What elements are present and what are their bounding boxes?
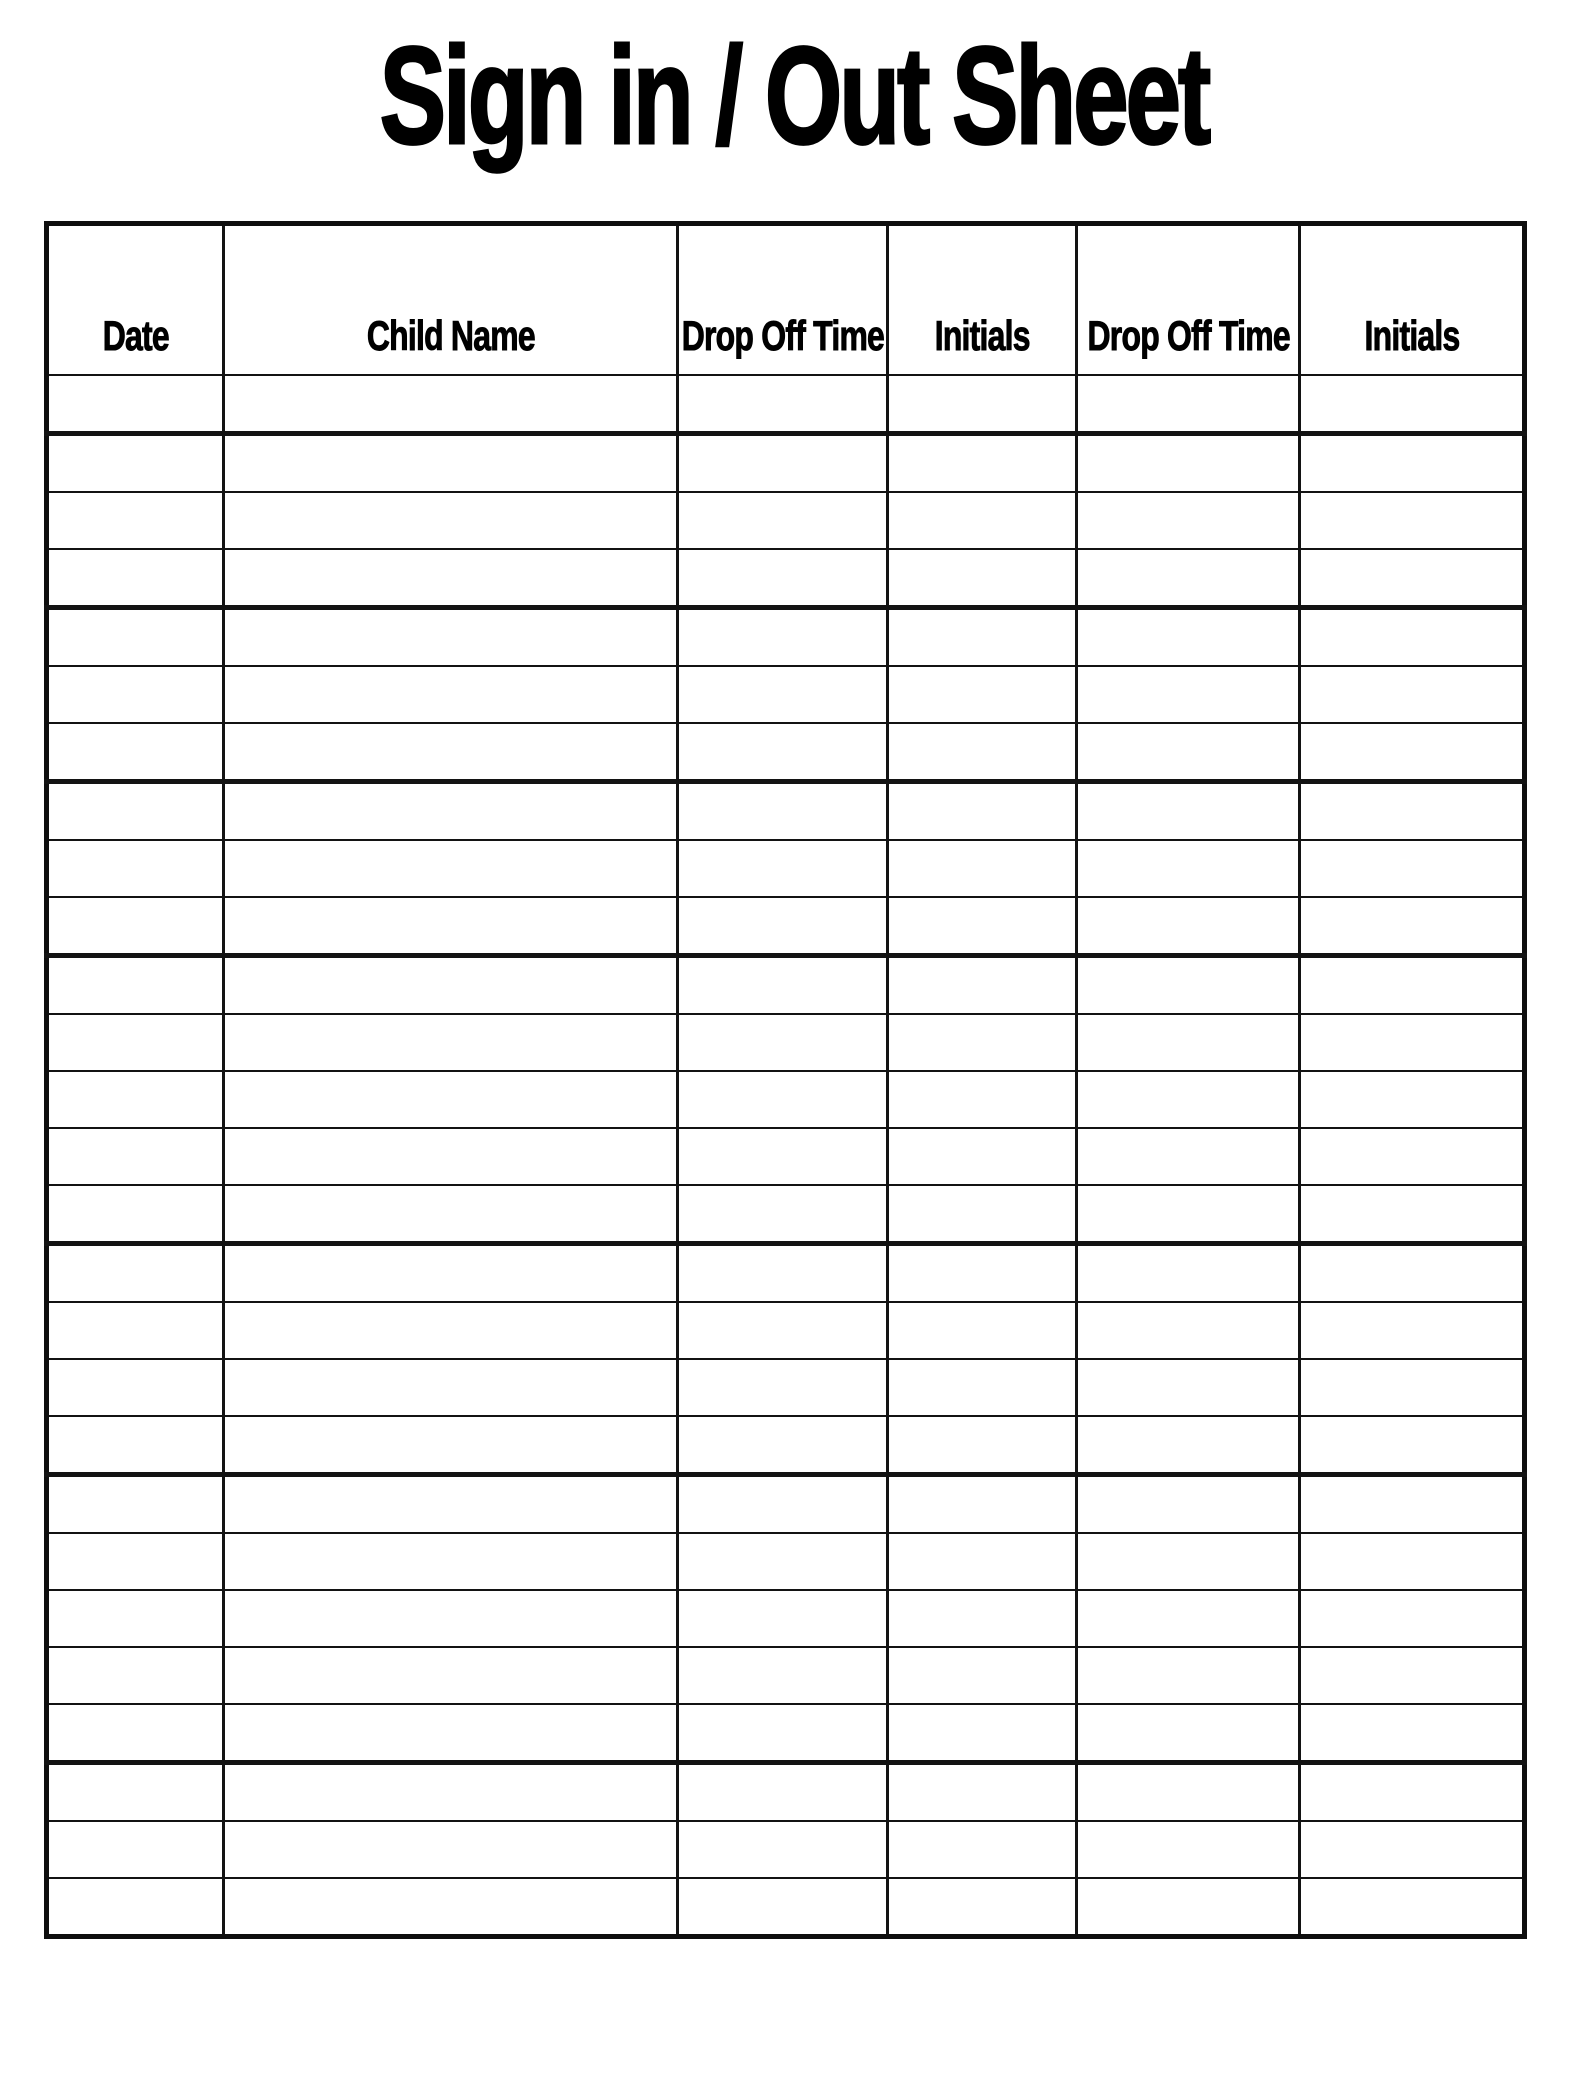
table-cell-initials-1	[887, 549, 1076, 608]
table-row	[47, 1185, 1525, 1244]
table-row	[47, 1647, 1525, 1704]
table-cell-initials-2	[1300, 955, 1525, 1014]
table-cell-drop-off-time-2	[1077, 1590, 1300, 1647]
table-row	[47, 723, 1525, 782]
table-cell-drop-off-time-1	[678, 549, 888, 608]
table-cell-initials-2	[1300, 1302, 1525, 1359]
table-cell-child-name	[224, 375, 678, 434]
table-cell-date	[47, 607, 224, 666]
table-cell-child-name	[224, 1071, 678, 1128]
table-cell-child-name	[224, 1416, 678, 1475]
table-cell-child-name	[224, 723, 678, 782]
table-body	[47, 375, 1525, 1937]
table-cell-initials-2	[1300, 1416, 1525, 1475]
table-cell-drop-off-time-2	[1077, 433, 1300, 492]
table-cell-initials-2	[1300, 1185, 1525, 1244]
table-cell-initials-1	[887, 897, 1076, 956]
table-cell-date	[47, 840, 224, 897]
table-cell-drop-off-time-1	[678, 375, 888, 434]
table-cell-initials-1	[887, 666, 1076, 723]
table-cell-date	[47, 955, 224, 1014]
table-cell-initials-1	[887, 492, 1076, 549]
table-cell-date	[47, 1128, 224, 1185]
table-cell-child-name	[224, 1762, 678, 1821]
table-cell-drop-off-time-2	[1077, 492, 1300, 549]
table-cell-initials-1	[887, 1474, 1076, 1533]
table-cell-date	[47, 1878, 224, 1937]
table-cell-initials-2	[1300, 549, 1525, 608]
table-row	[47, 666, 1525, 723]
table-cell-date	[47, 1071, 224, 1128]
page-title: Sign in / Out Sheet	[379, 19, 1209, 173]
table-cell-initials-1	[887, 1302, 1076, 1359]
table-cell-date	[47, 1302, 224, 1359]
table-cell-drop-off-time-2	[1077, 607, 1300, 666]
table-header-row	[47, 223, 1525, 375]
table-cell-drop-off-time-1	[678, 723, 888, 782]
table-cell-child-name	[224, 607, 678, 666]
table-cell-drop-off-time-2	[1077, 840, 1300, 897]
table-cell-initials-2	[1300, 1014, 1525, 1071]
column-header-initials-1	[887, 223, 1076, 375]
table-cell-initials-2	[1300, 1704, 1525, 1763]
table-cell-date	[47, 1762, 224, 1821]
table-cell-drop-off-time-2	[1077, 666, 1300, 723]
table-cell-date	[47, 1704, 224, 1763]
table-cell-drop-off-time-2	[1077, 781, 1300, 840]
table-cell-child-name	[224, 666, 678, 723]
table-cell-child-name	[224, 1878, 678, 1937]
table-cell-initials-2	[1300, 1128, 1525, 1185]
table-cell-drop-off-time-2	[1077, 1185, 1300, 1244]
table-cell-initials-1	[887, 840, 1076, 897]
table-cell-child-name	[224, 1359, 678, 1416]
table-cell-date	[47, 1533, 224, 1590]
table-cell-date	[47, 1474, 224, 1533]
table-cell-initials-1	[887, 1878, 1076, 1937]
table-cell-drop-off-time-2	[1077, 1821, 1300, 1878]
column-header-label-initials-2: Initials	[1364, 312, 1460, 360]
table-cell-date	[47, 897, 224, 956]
table-cell-initials-2	[1300, 1647, 1525, 1704]
column-header-label-drop-off-time-1: Drop Off Time	[681, 312, 884, 360]
table-cell-date	[47, 666, 224, 723]
table-cell-child-name	[224, 840, 678, 897]
table-cell-drop-off-time-1	[678, 1302, 888, 1359]
table-cell-initials-1	[887, 1647, 1076, 1704]
table-cell-drop-off-time-2	[1077, 549, 1300, 608]
column-header-drop-off-time-2	[1077, 223, 1300, 375]
table-row	[47, 375, 1525, 434]
table-cell-drop-off-time-1	[678, 897, 888, 956]
table-cell-initials-2	[1300, 1878, 1525, 1937]
column-header-label-drop-off-time-2: Drop Off Time	[1087, 312, 1290, 360]
table-cell-date	[47, 433, 224, 492]
column-header-child-name	[224, 223, 678, 375]
table-cell-drop-off-time-1	[678, 1185, 888, 1244]
table-cell-initials-1	[887, 1762, 1076, 1821]
table-cell-initials-2	[1300, 1359, 1525, 1416]
table-cell-drop-off-time-1	[678, 1416, 888, 1475]
table-row	[47, 840, 1525, 897]
table-cell-initials-1	[887, 955, 1076, 1014]
sign-in-out-table	[44, 221, 1527, 1939]
table-cell-initials-1	[887, 433, 1076, 492]
table-cell-drop-off-time-2	[1077, 897, 1300, 956]
table-cell-child-name	[224, 1128, 678, 1185]
table-cell-initials-1	[887, 1704, 1076, 1763]
table-cell-drop-off-time-1	[678, 666, 888, 723]
table-cell-child-name	[224, 897, 678, 956]
table-cell-drop-off-time-2	[1077, 1647, 1300, 1704]
table-cell-drop-off-time-2	[1077, 723, 1300, 782]
table-cell-child-name	[224, 433, 678, 492]
table-cell-initials-2	[1300, 723, 1525, 782]
table-cell-child-name	[224, 781, 678, 840]
table-cell-date	[47, 549, 224, 608]
table-cell-date	[47, 1647, 224, 1704]
table-cell-drop-off-time-2	[1077, 1762, 1300, 1821]
table-row	[47, 1704, 1525, 1763]
table-cell-initials-2	[1300, 897, 1525, 956]
table-cell-date	[47, 1821, 224, 1878]
table-cell-drop-off-time-1	[678, 1243, 888, 1302]
table-row	[47, 433, 1525, 492]
table-row	[47, 549, 1525, 608]
table-cell-drop-off-time-2	[1077, 1533, 1300, 1590]
table-row	[47, 1243, 1525, 1302]
table-cell-drop-off-time-1	[678, 1821, 888, 1878]
table-cell-date	[47, 1185, 224, 1244]
table-row	[47, 607, 1525, 666]
table-cell-child-name	[224, 492, 678, 549]
column-header-label-initials-1: Initials	[934, 312, 1030, 360]
table-cell-initials-2	[1300, 840, 1525, 897]
table-row	[47, 897, 1525, 956]
column-header-drop-off-time-1	[678, 223, 888, 375]
table-cell-drop-off-time-1	[678, 1071, 888, 1128]
table-row	[47, 1302, 1525, 1359]
table-row	[47, 1821, 1525, 1878]
table-cell-initials-2	[1300, 1821, 1525, 1878]
table-cell-drop-off-time-2	[1077, 1128, 1300, 1185]
table-row	[47, 1128, 1525, 1185]
table-cell-initials-1	[887, 1590, 1076, 1647]
table-row	[47, 1533, 1525, 1590]
table-cell-date	[47, 723, 224, 782]
table-cell-initials-2	[1300, 1762, 1525, 1821]
table-cell-drop-off-time-2	[1077, 955, 1300, 1014]
table-cell-child-name	[224, 1590, 678, 1647]
table-cell-drop-off-time-1	[678, 1590, 888, 1647]
table-cell-date	[47, 492, 224, 549]
table-row	[47, 955, 1525, 1014]
table-row	[47, 1071, 1525, 1128]
table-cell-date	[47, 375, 224, 434]
table-cell-drop-off-time-1	[678, 1014, 888, 1071]
column-header-initials-2	[1300, 223, 1525, 375]
table-cell-drop-off-time-1	[678, 1878, 888, 1937]
table-cell-child-name	[224, 1302, 678, 1359]
column-header-label-date: Date	[102, 312, 169, 360]
table-cell-child-name	[224, 1243, 678, 1302]
table-cell-initials-2	[1300, 607, 1525, 666]
table-cell-child-name	[224, 1533, 678, 1590]
table-header	[47, 223, 1525, 375]
table-cell-drop-off-time-1	[678, 955, 888, 1014]
table-cell-initials-2	[1300, 1533, 1525, 1590]
table-cell-drop-off-time-1	[678, 781, 888, 840]
table-cell-drop-off-time-1	[678, 607, 888, 666]
table-cell-initials-2	[1300, 1590, 1525, 1647]
table-cell-drop-off-time-1	[678, 1704, 888, 1763]
column-header-date	[47, 223, 224, 375]
table-row	[47, 1014, 1525, 1071]
table-cell-initials-1	[887, 375, 1076, 434]
table-cell-drop-off-time-2	[1077, 1416, 1300, 1475]
table-cell-date	[47, 1014, 224, 1071]
table-cell-initials-2	[1300, 1243, 1525, 1302]
table-cell-child-name	[224, 1185, 678, 1244]
table-cell-child-name	[224, 1821, 678, 1878]
table-cell-initials-2	[1300, 666, 1525, 723]
table-cell-drop-off-time-2	[1077, 1071, 1300, 1128]
table-cell-initials-1	[887, 1128, 1076, 1185]
table-cell-initials-1	[887, 1359, 1076, 1416]
table-cell-initials-1	[887, 723, 1076, 782]
table-cell-drop-off-time-1	[678, 1128, 888, 1185]
table-row	[47, 1878, 1525, 1937]
sign-in-out-sheet-page	[0, 19, 1588, 2081]
table-cell-child-name	[224, 549, 678, 608]
table-cell-date	[47, 1590, 224, 1647]
table-cell-drop-off-time-1	[678, 840, 888, 897]
table-cell-child-name	[224, 1014, 678, 1071]
table-cell-initials-1	[887, 1416, 1076, 1475]
table-cell-drop-off-time-2	[1077, 1359, 1300, 1416]
table-cell-initials-1	[887, 1533, 1076, 1590]
table-cell-drop-off-time-1	[678, 492, 888, 549]
table-row	[47, 781, 1525, 840]
table-cell-drop-off-time-1	[678, 1533, 888, 1590]
table-cell-initials-1	[887, 1185, 1076, 1244]
table-cell-drop-off-time-2	[1077, 1474, 1300, 1533]
table-cell-drop-off-time-2	[1077, 1878, 1300, 1937]
table-cell-child-name	[224, 1647, 678, 1704]
table-cell-date	[47, 1359, 224, 1416]
table-cell-drop-off-time-1	[678, 1762, 888, 1821]
table-cell-drop-off-time-1	[678, 1359, 888, 1416]
table-row	[47, 1762, 1525, 1821]
table-cell-drop-off-time-1	[678, 1474, 888, 1533]
table-cell-drop-off-time-2	[1077, 1302, 1300, 1359]
table-cell-initials-1	[887, 1243, 1076, 1302]
table-cell-child-name	[224, 1704, 678, 1763]
table-cell-child-name	[224, 1474, 678, 1533]
table-cell-initials-1	[887, 1821, 1076, 1878]
table-cell-initials-2	[1300, 781, 1525, 840]
table-cell-initials-2	[1300, 1474, 1525, 1533]
table-row	[47, 492, 1525, 549]
table-cell-initials-2	[1300, 433, 1525, 492]
table-cell-drop-off-time-2	[1077, 375, 1300, 434]
table-cell-drop-off-time-2	[1077, 1014, 1300, 1071]
table-cell-date	[47, 1243, 224, 1302]
table-row	[47, 1416, 1525, 1475]
table-cell-drop-off-time-1	[678, 1647, 888, 1704]
column-header-label-child-name: Child Name	[366, 312, 535, 360]
table-cell-initials-1	[887, 1071, 1076, 1128]
table-cell-initials-1	[887, 1014, 1076, 1071]
table-cell-child-name	[224, 955, 678, 1014]
table-row	[47, 1474, 1525, 1533]
table-cell-drop-off-time-1	[678, 433, 888, 492]
table-cell-drop-off-time-2	[1077, 1243, 1300, 1302]
table-cell-initials-1	[887, 781, 1076, 840]
table-cell-initials-2	[1300, 1071, 1525, 1128]
table-cell-date	[47, 781, 224, 840]
table-cell-initials-2	[1300, 492, 1525, 549]
table-cell-initials-2	[1300, 375, 1525, 434]
table-cell-drop-off-time-2	[1077, 1704, 1300, 1763]
table-row	[47, 1359, 1525, 1416]
table-cell-date	[47, 1416, 224, 1475]
table-row	[47, 1590, 1525, 1647]
table-cell-initials-1	[887, 607, 1076, 666]
